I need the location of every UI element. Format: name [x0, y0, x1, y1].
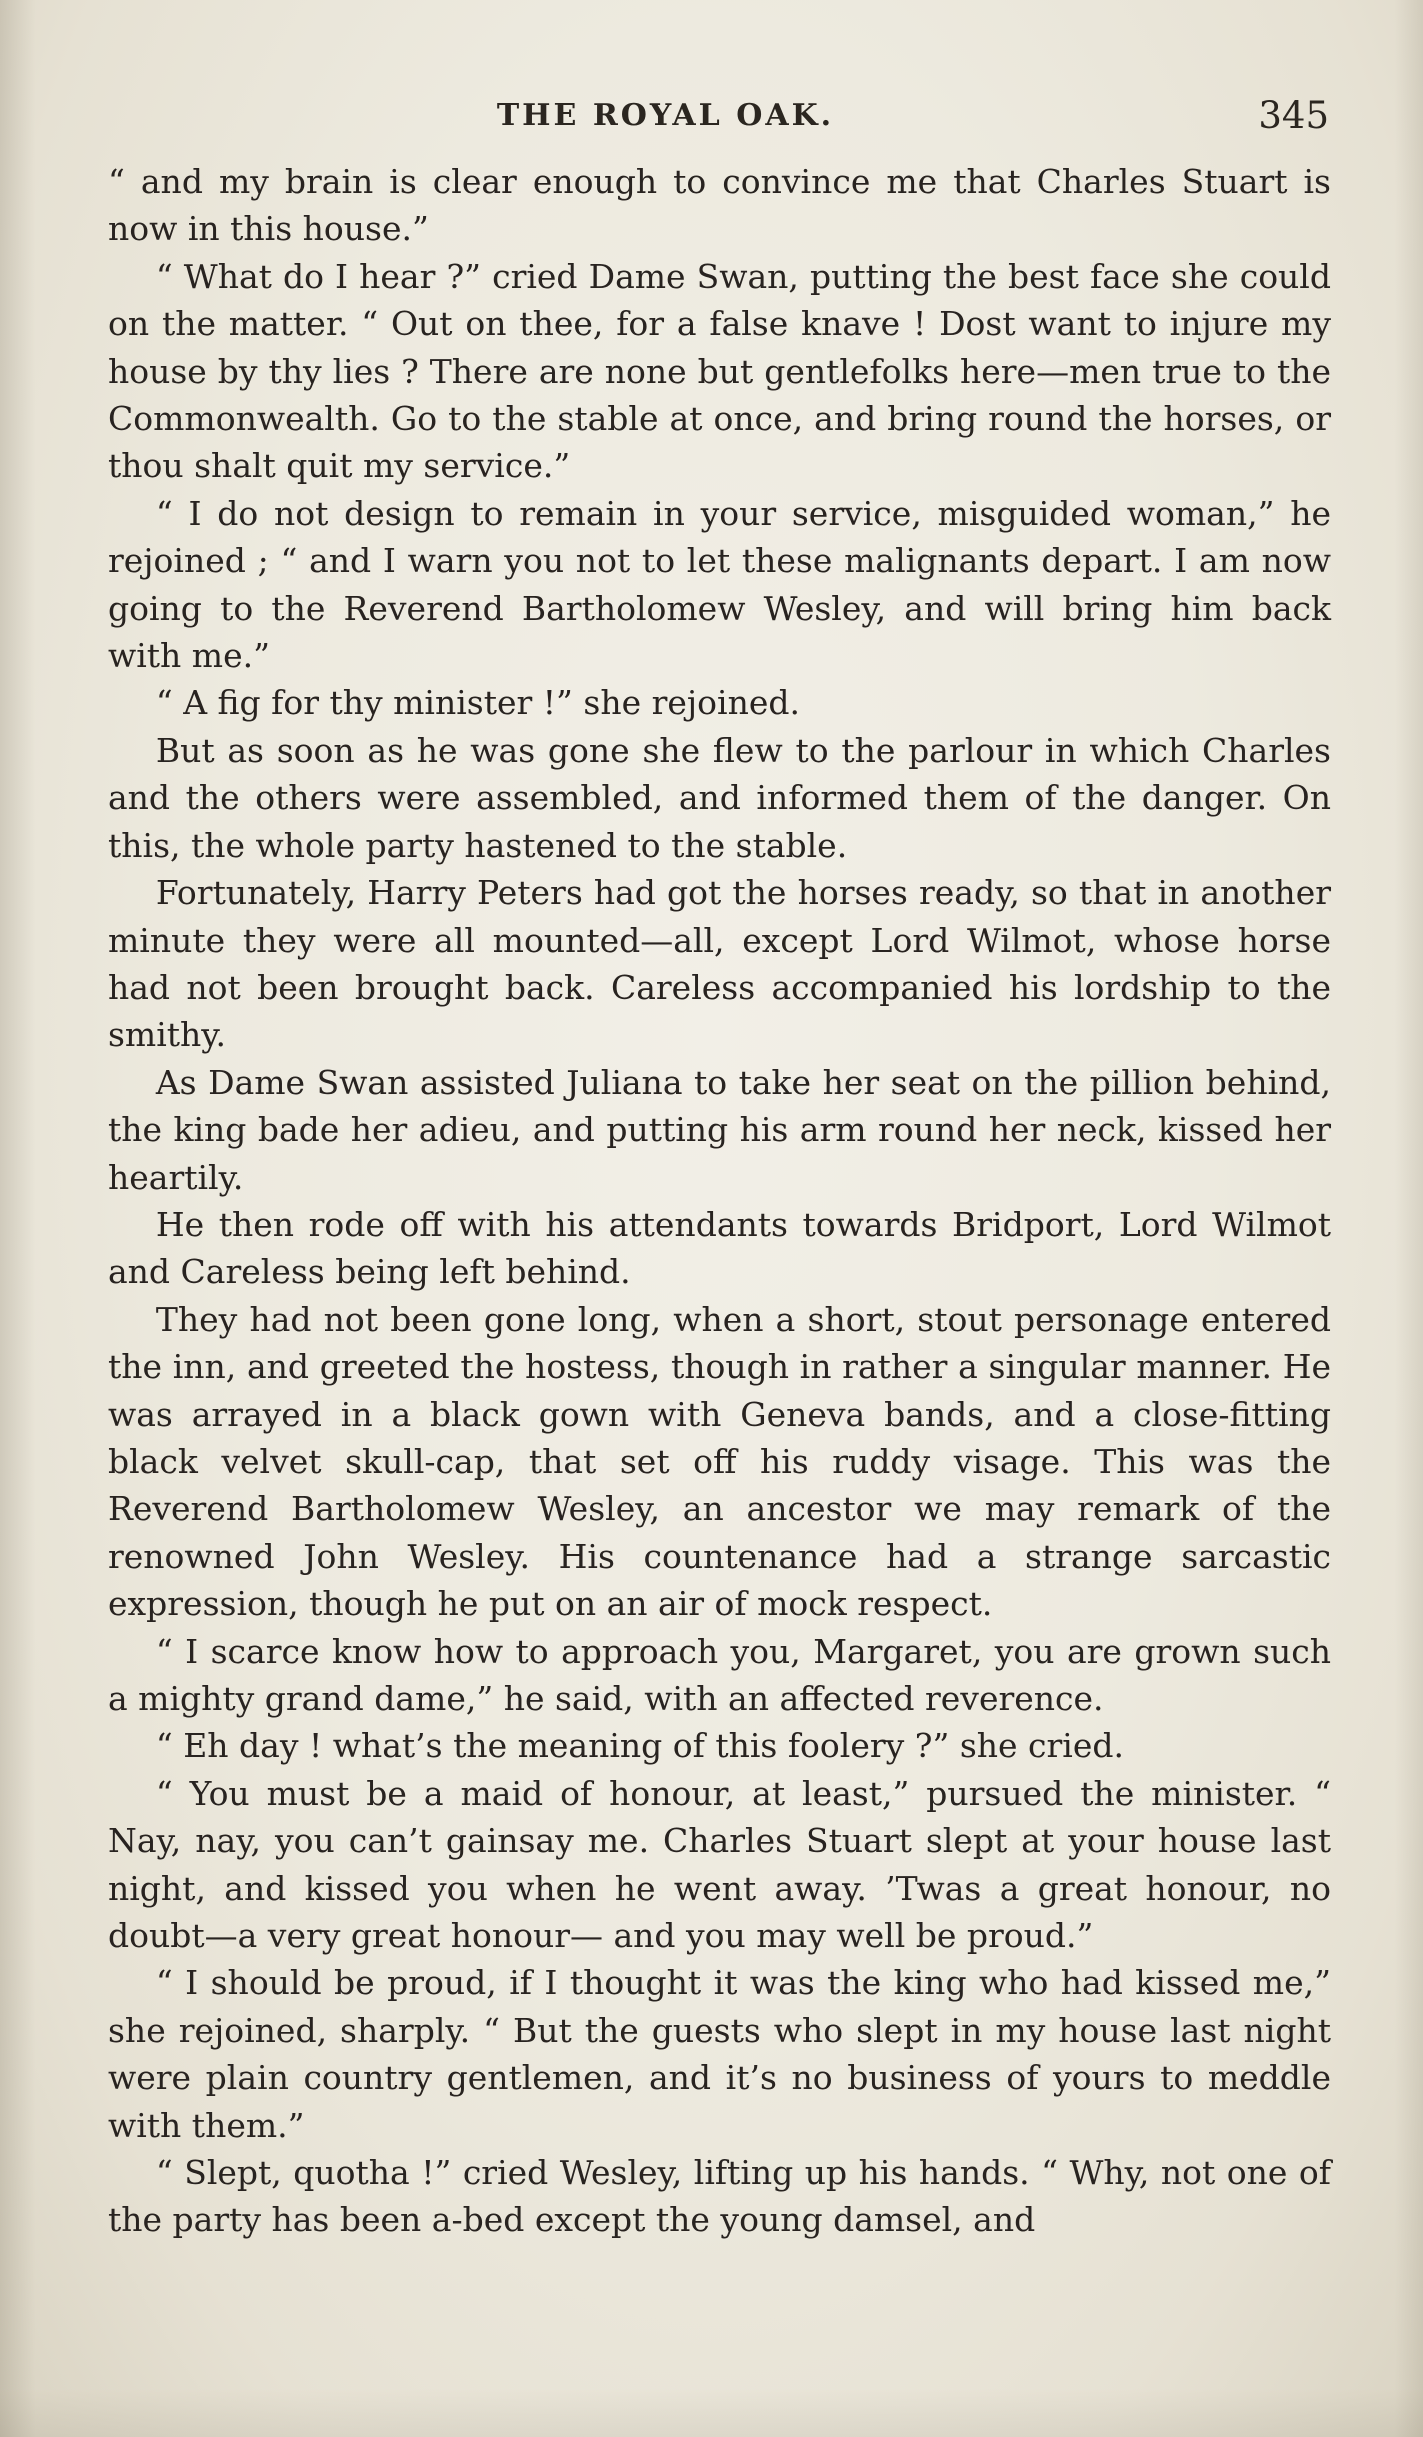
- paragraph: Fortunately, Harry Peters had got the horses ready, so that in another minute they were all mounted—all, except Lord Wilmot, whose horse had not been brought back. Careless accompanied his lordship to the smithy.: [108, 873, 1331, 1055]
- paragraph: “ A fig for thy minister !” she rejoined.: [155, 683, 800, 723]
- running-title: THE ROYAL OAK.: [496, 98, 835, 133]
- paragraph: “ I should be proud, if I thought it was the king who had kissed me,” she rejoined, sharply. “ But the guests who slept in my house last night were plain country gentlemen, and it’s no business of yours to meddle with them.”: [108, 1963, 1331, 2145]
- paragraph: “ I do not design to remain in your service, misguided woman,” he rejoined ; “ and I warn you not to let these malignants depart. I am now going to the Reverend Bartholomew Wesley, and will bring him back with me.”: [108, 493, 1331, 676]
- paragraph: “ and my brain is clear enough to convince me that Charles Stuart is now in this house.”: [108, 162, 1331, 249]
- paragraph: He then rode off with his attendants towards Bridport, Lord Wilmot and Careless being left behind.: [108, 1204, 1331, 1292]
- paragraph: “ What do I hear ?” cried Dame Swan, putting the best face she could on the matter. “ Out on thee, for a false knave ! Dost want to injure my house by thy lies ? There are none but gentlefolks here—men true to the Commonwealth. Go to the stable at once, and bring round the horses, or thou shalt quit my service.”: [108, 256, 1331, 486]
- page-number: 345: [1258, 94, 1329, 137]
- paragraph: “ Slept, quotha !” cried Wesley, lifting up his hands. “ Why, not one of the party has been a-bed except the young damsel, and: [108, 2153, 1331, 2240]
- paragraph: “ Eh day ! what’s the meaning of this foolery ?” she cried.: [155, 1726, 1124, 1766]
- page-header: [112, 94, 1329, 144]
- paragraph: “ You must be a maid of honour, at least,” pursued the minister. “ Nay, nay, you can’t gainsay me. Charles Stuart slept at your house last night, and kissed you when he went away. ’Twas a great honour, no doubt—a very great honour— and you may well be proud.”: [108, 1773, 1331, 1956]
- page-body: [108, 158, 1331, 2244]
- paragraph: They had not been gone long, when a short, stout personage entered the inn, and greeted the hostess, though in rather a singular manner. He was arrayed in a black gown with Geneva bands, and a close-fitting black velvet skull-cap, that set off his ruddy visage. This was the Reverend Bartholomew Wesley, an ancestor we may remark of the renowned John Wesley. His countenance had a strange sarcastic expression, though he put on an air of mock respect.: [108, 1299, 1331, 1624]
- paragraph: As Dame Swan assisted Juliana to take her seat on the pillion behind, the king bade her adieu, and putting his arm round her neck, kissed her heartily.: [108, 1062, 1331, 1197]
- paragraph: “ I scarce know how to approach you, Margaret, you are grown such a mighty grand dame,” he said, with an affected reverence.: [108, 1631, 1331, 1718]
- paragraph: But as soon as he was gone she flew to the parlour in which Charles and the others were assembled, and informed them of the danger. On this, the whole party hastened to the stable.: [108, 730, 1331, 865]
